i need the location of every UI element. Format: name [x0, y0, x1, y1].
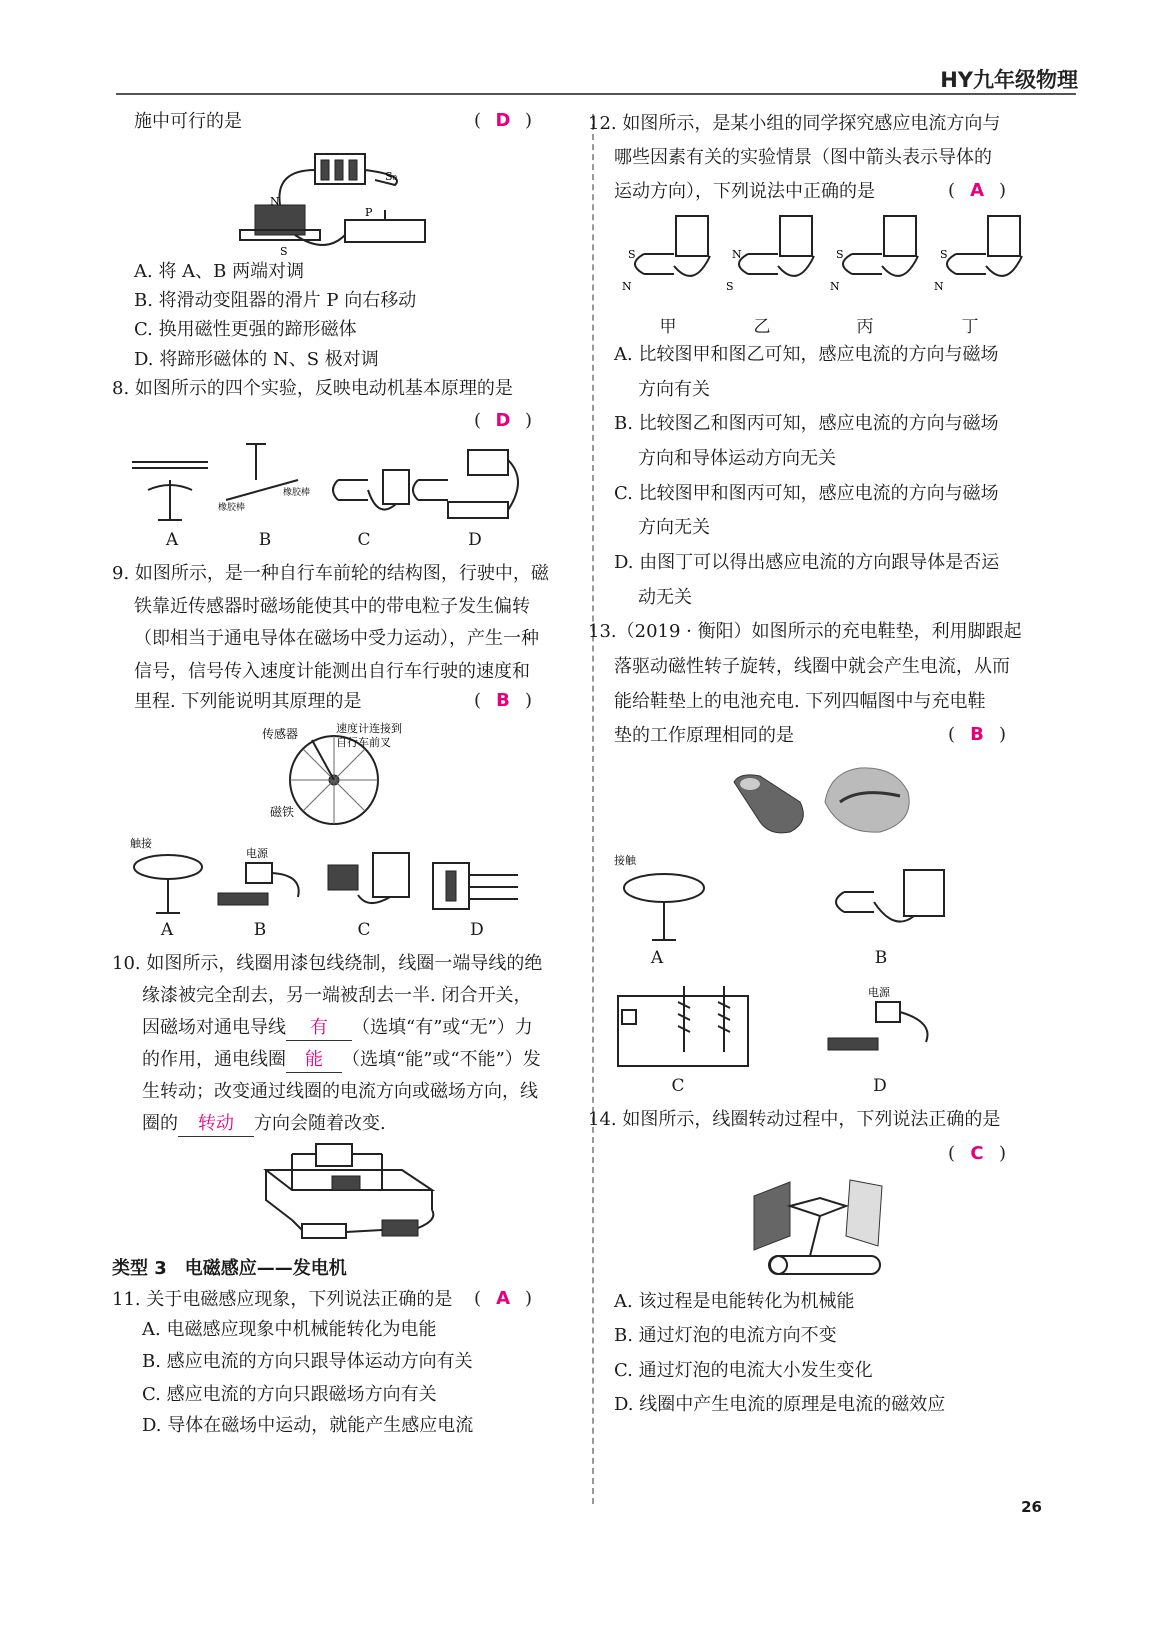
q12-option-a-2: 方向有关	[638, 379, 710, 400]
q7-fig-letter: S₀	[385, 170, 397, 183]
q9-speedo-label-2: 自行车前叉	[336, 736, 391, 749]
page-number: 26	[1021, 1498, 1042, 1516]
q9-option-figures	[128, 835, 538, 920]
q12-fig-letter: S	[940, 248, 948, 261]
q14-answer-value: C	[970, 1143, 984, 1164]
column-divider	[592, 114, 594, 1504]
q9-answer-value: B	[496, 690, 510, 711]
q14-option-a: A. 该过程是电能转化为机械能	[614, 1291, 855, 1312]
q12-fig-letter: S	[836, 248, 844, 261]
q12-line-1: 12. 如图所示，是某小组的同学探究感应电流方向与	[588, 113, 1001, 134]
q7-fig-letter: S	[280, 245, 288, 258]
q13-option-figures-top	[614, 852, 954, 947]
section-title: 类型 3 电磁感应——发电机	[112, 1258, 347, 1279]
q10-line-4-post: （选填“能”或“不能”）发	[342, 1049, 541, 1070]
q13-answer: ( B )	[948, 724, 1007, 745]
q7-option-a: A. 将 A、B 两端对调	[134, 261, 305, 282]
q13-fig-label-d: D	[873, 1076, 887, 1096]
q8-fig-label-d: D	[468, 530, 482, 550]
q10-line-6-pre: 圈的	[142, 1113, 178, 1134]
q8-fig-label-c: C	[357, 530, 371, 550]
q7-option-c: C. 换用磁性更强的蹄形磁体	[134, 319, 357, 340]
q9-speedo-label-1: 速度计连接到	[336, 722, 402, 735]
q12-line-2: 哪些因素有关的实验情景（图中箭头表示导体的	[614, 147, 992, 168]
q14-stem: 14. 如图所示，线圈转动过程中，下列说法正确的是	[588, 1109, 1001, 1130]
q10-line-3	[142, 1016, 533, 1041]
q12-option-d-1: D. 由图丁可以得出感应电流的方向跟导体是否运	[614, 552, 1000, 573]
q14-generator-figure	[750, 1176, 890, 1286]
q10-line-6-post: 方向会随着改变.	[254, 1113, 386, 1134]
q12-figures	[614, 210, 1034, 300]
q8-stem: 8. 如图所示的四个实验，反映电动机基本原理的是	[112, 378, 513, 399]
q10-line-5: 生转动；改变通过线圈的电流方向或磁场方向，线	[142, 1081, 538, 1102]
q9-fig-label-a: A	[160, 920, 174, 940]
q9-sensor-label: 传感器	[262, 727, 299, 741]
q8-answer-value: D	[495, 410, 511, 431]
q11-option-c: C. 感应电流的方向只跟磁场方向有关	[142, 1384, 437, 1405]
q12-fig-letter: N	[830, 280, 840, 293]
q10-line-2: 缘漆被完全刮去，另一端被刮去一半. 闭合开关，	[142, 985, 532, 1006]
q10-blank-2: 能	[286, 1048, 342, 1073]
q11-stem: 11. 关于电磁感应现象，下列说法正确的是	[112, 1289, 453, 1310]
q9-fig-label-d: D	[470, 920, 484, 940]
q12-fig-label-jia: 甲	[659, 317, 677, 337]
q9-line-3: （即相当于通电导体在磁场中受力运动），产生一种	[134, 628, 539, 649]
q9-fig-label-c: C	[357, 920, 371, 940]
q9-bike-wheel-figure	[262, 720, 432, 830]
page-header-title: HY九年级物理	[940, 68, 1078, 92]
q9-fig-label-b: B	[253, 920, 267, 940]
q14-option-c: C. 通过灯泡的电流大小发生变化	[614, 1360, 873, 1381]
q13-touch-label: 接触	[614, 854, 636, 867]
q12-answer: ( A )	[948, 180, 1007, 201]
q12-fig-label-bing: 丙	[856, 317, 874, 337]
q9-line-4: 信号，信号传入速度计能测出自行车行驶的速度和	[134, 661, 530, 682]
q14-answer: ( C )	[948, 1143, 1007, 1164]
q8-answer: ( D )	[474, 410, 533, 431]
q12-fig-letter: N	[622, 280, 632, 293]
q11-option-b: B. 感应电流的方向只跟导体运动方向有关	[142, 1351, 473, 1372]
q10-line-3-pre: 因磁场对通电导线	[142, 1017, 286, 1038]
q13-fig-label-a: A	[650, 948, 664, 968]
q10-line-3-post: （选填“有”或“无”）力	[352, 1017, 533, 1038]
q14-option-d: D. 线圈中产生电流的原理是电流的磁效应	[614, 1394, 946, 1415]
q10-line-4	[142, 1048, 541, 1073]
q12-option-b-1: B. 比较图乙和图丙可知，感应电流的方向与磁场	[614, 413, 999, 434]
q9-magnet-label: 磁铁	[270, 805, 295, 819]
q11-answer: ( A )	[474, 1288, 533, 1309]
q9-line-5: 里程. 下列能说明其原理的是	[134, 691, 362, 712]
q12-fig-letter: N	[934, 280, 944, 293]
q10-line-4-pre: 的作用，通电线圈	[142, 1049, 286, 1070]
q10-blank-1: 有	[286, 1016, 352, 1041]
q9-touch-label: 触接	[130, 837, 152, 850]
q13-fig-label-b: B	[874, 948, 888, 968]
q9-line-1: 9. 如图所示，是一种自行车前轮的结构图，行驶中，磁	[112, 563, 549, 584]
q13-option-figures-bottom	[614, 982, 954, 1072]
q13-answer-value: B	[970, 724, 984, 745]
q11-option-d: D. 导体在磁场中运动，就能产生感应电流	[142, 1415, 474, 1436]
q12-line-3: 运动方向），下列说法中正确的是	[614, 181, 875, 202]
q10-line-1: 10. 如图所示，线圈用漆包线绕制，线圈一端导线的绝	[112, 953, 543, 974]
q10-coil-figure	[262, 1140, 442, 1250]
q13-line-3: 能给鞋垫上的电池充电. 下列四幅图中与充电鞋	[614, 691, 986, 712]
q8-fig-label-a: A	[165, 530, 179, 550]
q14-option-b: B. 通过灯泡的电流方向不变	[614, 1325, 837, 1346]
q13-fig-label-c: C	[671, 1076, 685, 1096]
q12-fig-letter: N	[732, 248, 742, 261]
q7-answer: ( D )	[474, 110, 533, 131]
q10-line-6	[142, 1112, 386, 1137]
q11-option-a: A. 电磁感应现象中机械能转化为电能	[142, 1319, 437, 1340]
q7-stem-tail: 施中可行的是	[134, 111, 242, 132]
q12-option-c-2: 方向无关	[638, 517, 710, 538]
q9-line-2: 铁靠近传感器时磁场能使其中的带电粒子发生偏转	[134, 596, 530, 617]
q13-insole-photo	[730, 762, 920, 842]
q13-power-label: 电源	[868, 986, 890, 999]
q13-line-2: 落驱动磁性转子旋转，线圈中就会产生电流，从而	[614, 656, 1010, 677]
q12-fig-letter: S	[628, 248, 636, 261]
q7-fig-letter: P	[365, 206, 373, 219]
q8-fig-label-b: B	[258, 530, 272, 550]
q7-option-d: D. 将蹄形磁体的 N、S 极对调	[134, 349, 379, 370]
q12-option-a-1: A. 比较图甲和图乙可知，感应电流的方向与磁场	[614, 344, 999, 365]
q12-fig-label-ding: 丁	[961, 317, 979, 337]
q12-option-b-2: 方向和导体运动方向无关	[638, 448, 836, 469]
q9-power-label: 电源	[246, 847, 268, 860]
q13-line-4: 垫的工作原理相同的是	[614, 725, 794, 746]
q10-blank-3: 转动	[178, 1112, 254, 1137]
q12-option-c-1: C. 比较图甲和图丙可知，感应电流的方向与磁场	[614, 483, 999, 504]
header-rule	[116, 93, 1076, 95]
q12-option-d-2: 动无关	[638, 587, 692, 608]
q8-rod-label-2: 橡胶棒	[283, 488, 311, 498]
q8-figures	[128, 440, 538, 530]
q7-figure	[235, 150, 445, 260]
q7-fig-letter: N	[270, 195, 280, 208]
q12-fig-letter: S	[726, 280, 734, 293]
q11-answer-value: A	[496, 1288, 510, 1309]
q13-line-1: 13.（2019 · 衡阳）如图所示的充电鞋垫，利用脚跟起	[588, 621, 1022, 642]
q12-answer-value: A	[970, 180, 984, 201]
q8-rod-label-1: 橡胶棒	[218, 503, 246, 513]
q7-option-b: B. 将滑动变阻器的滑片 P 向右移动	[134, 290, 417, 311]
q12-fig-label-yi: 乙	[753, 317, 771, 337]
q7-answer-value: D	[495, 110, 511, 131]
q9-answer: ( B )	[474, 690, 533, 711]
